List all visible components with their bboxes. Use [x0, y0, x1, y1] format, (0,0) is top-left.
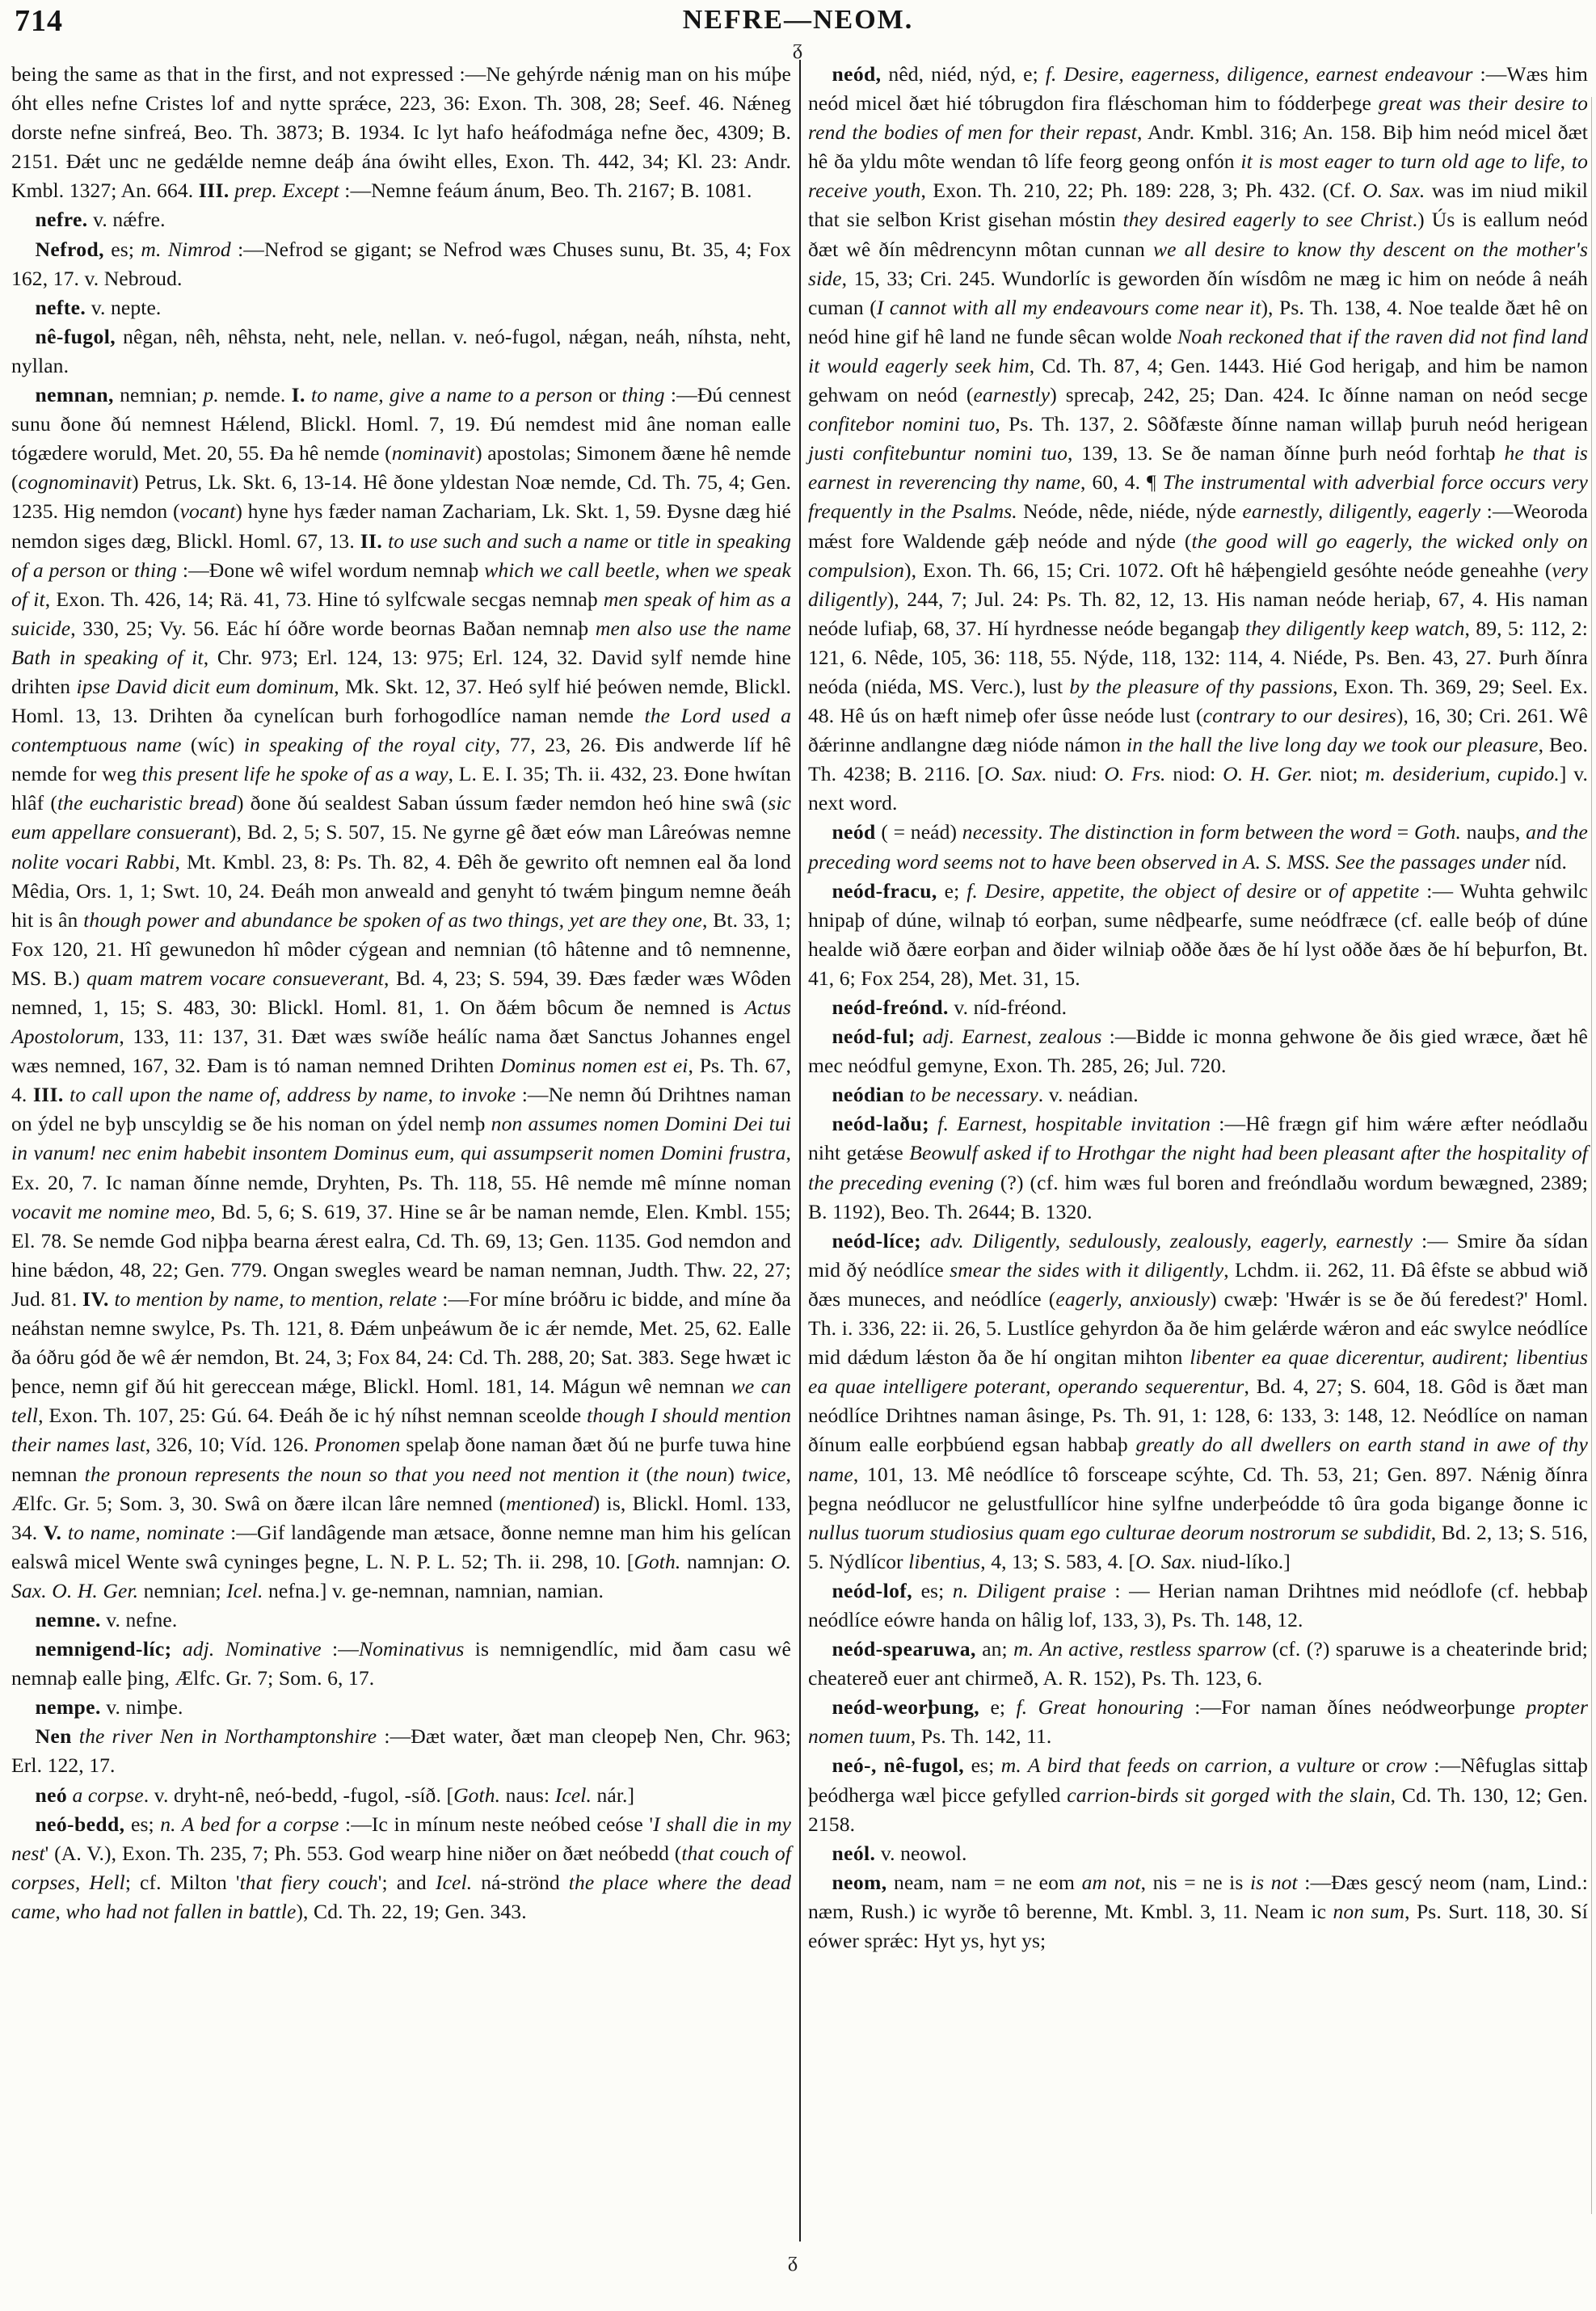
dictionary-entry: neól. v. neowol.: [832, 1841, 967, 1865]
dictionary-entry: neó-, nê-fugol, es; m. A bird that feeds on carrion, a vulture or crow :—Nêfuglas sittaþ þeódherga wæl þicce gefylled carrion-birds sit gorged with the slain, Cd. Th. 130, 12; Gen. 2158.: [808, 1753, 1589, 1836]
dictionary-entry: neód-líce; adv. Diligently, sedulously, zealously, eagerly, earnestly :— Smire ða sídan mid ðý neódlíce smear the sides with it diligently, Lchdm. ii. 262, 11. Ðâ êfste se abbud wið ðæs muneces, and neódlíce (eagerly, anxiously) cwæþ: 'Hwǽr is se ðe ðú feredest?' Homl. Th. i. 336, 22: ii. 26, 5. Lustlíce gehyrdon ða ðe him gelǽrde wǽron and eác swylce neódlíce mid dǽdum lǽston ða ðe hí ongitan mihton libenter ea quae dicerentur, audirent; libentius ea quae intelligere poterant, operando sequerentur, Bd. 4, 27; S. 604, 18. Gôd is ðæt man neódlíce Drihtnes naman âsinge, Ps. Th. 91, 1: 128, 6: 133, 3: 148, 12. Neódlíce on naman ðínum ealle eorþbúend egsan habbaþ greatly do all dwellers on earth stand in awe of thy name, 101, 13. Mê neódlíce tô forsceape scýhte, Cd. Th. 53, 21; Gen. 897. Nǽnig ðínra þegna neódlucor ne gelustfullícor hine sylfne underþeódde tô ûra goda bigange ðonne ic nullus tuorum studiosius quam ego culturae deorum nostrorum se subdidit, Bd. 2, 13; S. 516, 5. Nýdlícor libentius, 4, 13; S. 583, 4. [O. Sax. niud-líko.]: [808, 1228, 1589, 1573]
dictionary-entry: Nefrod, es; m. Nimrod :—Nefrod se gigant; se Nefrod wæs Chuses sunu, Bt. 35, 4; Fox 162, 17. v. Nebroud.: [11, 237, 792, 290]
dictionary-entry: neód-lof, es; n. Diligent praise : — Herian naman Drihtnes mid neódlofe (cf. hebbaþ neódlíce eówre handa on hâlig lof, 133, 3), Ps. Th. 148, 12.: [808, 1578, 1589, 1631]
page-body: [11, 60, 1588, 2311]
dictionary-entry: nemne. v. nefne.: [35, 1607, 178, 1631]
column-right: [808, 60, 1588, 1955]
printer-mark-bottom: ᵹ: [788, 2248, 798, 2272]
dictionary-entry: being the same as that in the first, and not expressed :—Ne gehýrde nǽnig man on his múþe óht elles nefne Cristes lof and nytte sprǽce, 223, 36: Exon. Th. 308, 28; Seef. 46. Nǽneg dorste nefne sinfreá, Beo. Th. 3873; B. 1934. Ic lyt hafo heáfodmága nefne ðec, 4309; B. 2151. Ðǽt unc ne gedǽlde nemne deáþ ána ówiht elles, Exon. Th. 442, 34; Kl. 23: Andr. Kmbl. 1327; An. 664. III. prep. Except :—Nemne feáum ánum, Beo. Th. 2167; B. 1081.: [11, 62, 791, 203]
dictionary-entry: nefre. v. nǽfre.: [35, 208, 166, 232]
dictionary-entry: nempe. v. nimþe.: [35, 1695, 183, 1720]
dictionary-entry: nefte. v. nepte.: [35, 295, 162, 319]
dictionary-entry: Nen the river Nen in Northamptonshire :—Ðæt water, ðæt man cleopeþ Nen, Chr. 963; Erl. 122, 17.: [11, 1724, 791, 1778]
dictionary-entry: neód-ful; adj. Earnest, zealous :—Bidde ic monna gehwone ðe ðis gied wræce, ðæt hê mec neódful gemyne, Exon. Th. 285, 26; Jul. 720.: [808, 1025, 1588, 1078]
printer-mark-top: ᵹ: [793, 36, 803, 60]
page-title: NEFRE—NEOM.: [682, 5, 914, 35]
dictionary-entry: neód-fracu, e; f. Desire, appetite, the object of desire or of appetite :— Wuhta gehwilc hnipaþ of dúne, wilnaþ tó eorþan, sume nêdþearfe, sume neódfræce (cf. ealle beóþ of dúne healde wið ðære eorþan and ðider wilniaþ oððe ðæs ðe hí lyst oððe ðæs ðe hí beþurfon, Bt. 41, 6; Fox 254, 28), Met. 31, 15.: [808, 878, 1588, 990]
page-number: 714: [15, 4, 63, 38]
dictionary-entry: neó-bedd, es; n. A bed for a corpse :—Ic in mínum neste neóbed ceóse 'I shall die in my nest' (A. V.), Exon. Th. 235, 7; Ph. 553. God wearp hine niðer on ðæt neóbedd (that couch of corpses, Hell; cf. Milton 'that fiery couch'; and Icel. ná-strönd the place where the dead came, who had not fallen in battle), Cd. Th. 22, 19; Gen. 343.: [11, 1812, 791, 1923]
dictionary-entry: nemnigend-líc; adj. Nominative :—Nominativus is nemnigendlíc, mid ðam casu wê nemnaþ ealle þing, Ælfc. Gr. 7; Som. 6, 17.: [11, 1637, 792, 1690]
dictionary-entry: neód-laðu; f. Earnest, hospitable invitation :—Hê frægn gif him wǽre æfter neódlaðu niht getǽse Beowulf asked if to Hrothgar the night had been pleasant after the hospitality of the preceding evening (?) (cf. him wæs ful boren and freóndlaðu wordum bewægned, 2389; B. 1192), Beo. Th. 2644; B. 1320.: [808, 1112, 1589, 1223]
dictionary-entry: neó a corpse. v. dryht-nê, neó-bedd, -fugol, -síð. [Goth. naus: Icel. nár.]: [35, 1783, 635, 1807]
column-divider: [799, 60, 801, 2242]
dictionary-entry: nê-fugol, nêgan, nêh, nêhsta, neht, nele, nellan. v. neó-fugol, nǽgan, neáh, níhsta, neht, nyllan.: [11, 324, 791, 377]
dictionary-entry: nemnan, nemnian; p. nemde. I. to name, give a name to a person or thing :—Ðú cennest sunu ðone ðú nemnest Hǽlend, Blickl. Homl. 7, 19. Ðú nemdest mid âne noman ealle tógædere woruld, Met. 20, 55. Ða hê nemde (nominavit) apostolas; Simonem ðæne hê nemde (cognominavit) Petrus, Lk. Skt. 6, 13-14. Hê ðone yldestan Noæ nemde, Cd. Th. 75, 4; Gen. 1235. Hig nemdon (vocant) hyne hys fæder naman Zachariam, Lk. Skt. 1, 59. Ðysne dæg hié nemdon siges dæg, Blickl. Homl. 67, 13. II. to use such and such a name or title in speaking of a person or thing :—Ðone wê wifel wordum nemnaþ which we call beetle, when we speak of it, Exon. Th. 426, 14; Rä. 41, 73. Hine tó sylfcwale secgas nemnaþ men speak of him as a suicide, 330, 25; Vy. 56. Eác hí óðre worde beornas Baðan nemnaþ men also use the name Bath in speaking of it, Chr. 973; Erl. 124, 13: 975; Erl. 124, 32. David sylf nemde hine drihten ipse David dicit eum dominum, Mk. Skt. 12, 37. Heó sylf hié þeówen nemde, Blickl. Homl. 13, 13. Drihten ða cynelícan burh forhogodlíce naman nemde the Lord used a contemptuous name (wíc) in speaking of the royal city, 77, 23, 26. Ðis andwerde líf hê nemde for weg this present life he spoke of as a way, L. E. I. 35; Th. ii. 432, 23. Ðone hwítan hlâf (the eucharistic bread) ðone ðú sealdest Saban ússum fæder nemdon heó hine swâ (sic eum appellare consuerant), Bd. 2, 5; S. 507, 15. Ne gyrne gê ðæt eów man Lâreówas nemne nolite vocari Rabbi, Mt. Kmbl. 23, 8: Ps. Th. 82, 4. Ðêh ðe gewrito oft nemnen eal ða lond Mêdia, Ors. 1, 1; Swt. 10, 24. Ðeáh mon anweald and genyht tó twǽm þingum nemne ðeáh hit is ân though power and abundance be spoken of as two things, yet are they one, Bt. 33, 1; Fox 120, 21. Hî gewunedon hî môder cýgean and nemnian (tô hâtenne and tô nemnenne, MS. B.) quam matrem vocare consueverant, Bd. 4, 23; S. 594, 39. Ðæs fæder wæs Wôden nemned, 1, 15; S. 483, 30: Blickl. Homl. 81, 1. On ðǽm bôcum ðe nemned is Actus Apostolorum, 133, 11: 137, 31. Ðæt wæs swíðe heálíc nama ðæt Sanctus Johannes engel wæs nemned, 167, 32. Ðam is tó naman nemned Drihten Dominus nomen est ei, Ps. Th. 67, 4. III. to call upon the name of, address by name, to invoke :—Ne nemn ðú Drihtnes naman on ýdel ne byþ unscyldig se ðe his noman on ýdel nemþ non assumes nomen Domini Dei tui in vanum! nec enim habebit insontem Dominus eum, qui assumpserit nomen Domini frustra, Ex. 20, 7. Ic naman ðínne nemde, Dryhten, Ps. Th. 118, 55. Hê nemde mê mínne noman vocavit me nomine meo, Bd. 5, 6; S. 619, 37. Hine se âr be naman nemde, Elen. Kmbl. 155; El. 78. Se nemde God niþþa bearna ǽrest ealra, Cd. Th. 69, 13; Gen. 1135. God nemdon and hine bǽdon, 48, 22; Gen. 779. Ongan swegles weard be naman nemnan, Judth. Thw. 22, 27; Jud. 81. IV. to mention by name, to mention, relate :—For míne bróðru ic bidde, and míne ða neáhstan nemne swylce, Ps. Th. 121, 8. Ðǽm unþeáwum ðe ic ǽr nemde, Met. 25, 62. Ealle ða óðru gód ðe wê ǽr nemdon, Bt. 24, 3; Fox 84, 24: Cd. Th. 288, 20; Sat. 383. Sege hwæt ic þence, nemn gif ðú hit gereccean mǽge, Blickl. Homl. 181, 14. Mágun wê nemnan we can tell, Exon. Th. 107, 25: Gú. 64. Ðeáh ðe ic hý níhst nemnan sceolde though I should mention their names last, 326, 10; Víd. 126. Pronomen spelaþ ðone naman ðæt ðú ne þurfe tuwa hine nemnan the pronoun represents the noun so that you need not mention it (the noun) twice, Ælfc. Gr. 5; Som. 3, 30. Swâ on ðære ilcan lâre nemned (mentioned) is, Blickl. Homl. 133, 34. V. to name, nominate :—Gif landâgende man ætsace, ðonne nemne man him his gelícan ealswâ micel Wente swâ cyninges þegne, L. N. P. L. 52; Th. ii. 298, 10. [Goth. namnjan: O. Sax. O. H. Ger. nemnian; Icel. nefna.] v. ge-nemnan, namnian, namian.: [11, 383, 792, 1602]
page-edge-line: [1591, 97, 1592, 2214]
dictionary-entry: neód ( = neád) necessity. The distinction in form between the word = Goth. nauþs, and the preceding word seems not to have been observed in A. S. MSS. See the passages under níd.: [808, 820, 1588, 873]
dictionary-entry: neom, neam, nam = ne eom am not, nis = ne is is not :—Ðæs gescý neom (nam, Lind.: næm, Rush.) ic wyrðe tô berenne, Mt. Kmbl. 3, 11. Neam ic non sum, Ps. Surt. 118, 30. Sí eówer sprǽc: Hyt ys, hyt ys;: [808, 1870, 1589, 1952]
dictionary-entry: neód-freónd. v. níd-fréond.: [832, 996, 1068, 1019]
dictionary-entry: neódian to be necessary. v. neádian.: [832, 1083, 1139, 1107]
dictionary-entry: neód, nêd, niéd, nýd, e; f. Desire, eagerness, diligence, earnest endeavour :—Wæs him neód micel ðæt hié tóbrugdon fira flǽschoman him to fódderþege great was their desire to rend the bodies of men for their repast, Andr. Kmbl. 316; An. 158. Biþ him neód micel ðæt hê ða yldu môte wendan tô lífe feorg geong onfón it is most eager to turn old age to life, to receive youth, Exon. Th. 210, 22; Ph. 189: 228, 3; Ph. 432. (Cf. O. Sax. was im niud mikil that sie selƀon Krist gisehan móstin they desired eagerly to see Christ.) Ús is eallum neód ðæt wê ðín mêdrencynn môtan cunnan we all desire to know thy descent on the mother's side, 15, 33; Cri. 245. Wundorlíc is geworden ðín wísdôm ne mæg ic him on neóde â neáh cuman (I cannot with all my endeavours come near it), Ps. Th. 138, 4. Noe tealde ðæt hê on neód hine gif hê land ne funde sêcan wolde Noah reckoned that if the raven did not find land it would eagerly seek him, Cd. Th. 87, 4; Gen. 1443. Hié God herigaþ, and him be namon gehwam on neód (earnestly) sprecaþ, 242, 25; Dan. 424. Ic ðínne naman on neód secge confitebor nomini tuo, Ps. Th. 137, 2. Sôðfæste ðínne naman willaþ þuruh neód herigean justi confitebuntur nomini tuo, 139, 13. Se ðe naman ðínne þurh neód forhtaþ he that is earnest in reverencing thy name, 60, 4. ¶ The instrumental with adverbial force occurs very frequently in the Psalms. Neóde, nêde, niéde, nýde earnestly, diligently, eagerly :—Weoroda mǽst fore Waldende gǽþ neóde and nýde (the good will go eagerly, the wicked only on compulsion), Exon. Th. 66, 15; Cri. 1072. Oft hê hǽþengield gesóhte neóde geneahhe (very diligently), 244, 7; Jul. 24: Ps. Th. 82, 12, 13. His naman neóde heriaþ, 67, 4. His naman neóde lufiaþ, 68, 37. Hí hyrdnesse neóde begangaþ they diligently keep watch, 89, 5: 112, 2: 121, 6. Nêde, 105, 36: 118, 55. Nýde, 118, 132: 114, 4. Niéde, Ps. Ben. 43, 27. Þurh ðínra neóda (niéda, MS. Verc.), lust by the pleasure of thy passions, Exon. Th. 369, 29; Seel. Ex. 48. Hê ús on hæft nimeþ ofer ûsse neóde lust (contrary to our desires), 16, 30; Cri. 261. Wê ðǽrinne andlangne dæg nióde námon in the hall the live long day we took our pleasure, Beo. Th. 4238; B. 2116. [O. Sax. niud: O. Frs. niod: O. H. Ger. niot; m. desiderium, cupido.] v. next word.: [808, 62, 1589, 815]
column-left: [11, 60, 791, 1926]
dictionary-entry: neód-weorþung, e; f. Great honouring :—For naman ðínes neódweorþunge propter nomen tuum, Ps. Th. 142, 11.: [808, 1695, 1589, 1749]
dictionary-entry: neód-spearuwa, an; m. An active, restless sparrow (cf. (?) sparuwe is a cheaterinde brid; cheatereð euer ant chirmeð, A. R. 152), Ps. Th. 123, 6.: [808, 1637, 1588, 1690]
